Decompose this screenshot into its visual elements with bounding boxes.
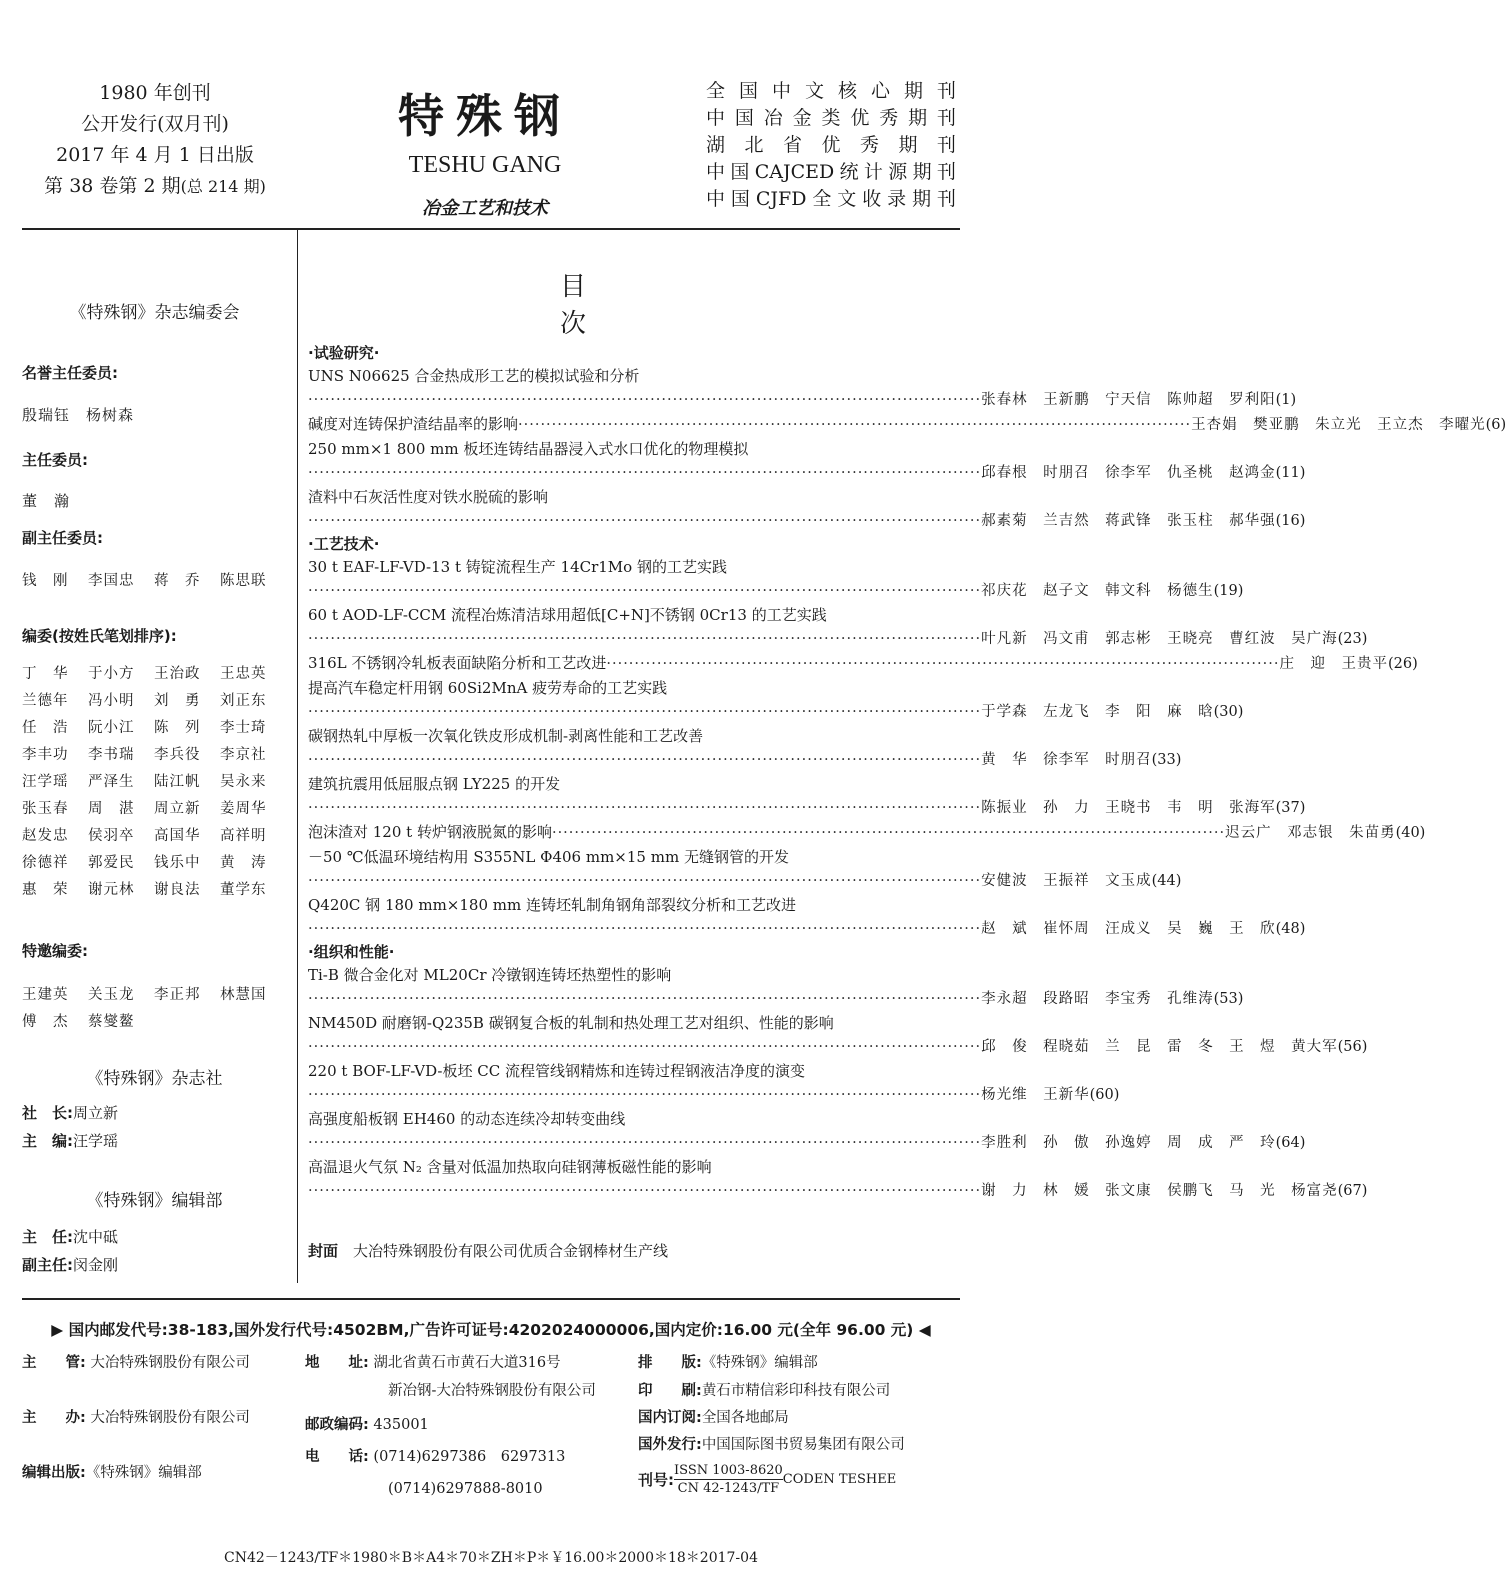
deputy-label: 副主任委员: bbox=[22, 529, 103, 547]
foreign-line: 国外发行:中国国际图书贸易集团有限公司 bbox=[638, 1437, 905, 1453]
member-name: 姜周华 bbox=[220, 801, 267, 817]
article-authors: 庄 迎 王贵平 bbox=[1279, 656, 1388, 672]
director-name: 董 瀚 bbox=[22, 492, 71, 510]
members-list bbox=[22, 662, 287, 899]
editorial-board bbox=[22, 298, 287, 323]
article-title[interactable]: Ti-B 微合金化对 ML20Cr 冷镦钢连铸坯热塑性的影响 bbox=[308, 966, 672, 984]
toc-entry-authors bbox=[308, 987, 1244, 1011]
article-authors: 叶凡新 冯文甫 郭志彬 王晓亮 曹红波 吴广海 bbox=[981, 631, 1338, 647]
member-name: 阮小江 bbox=[88, 720, 135, 736]
society-block bbox=[22, 1064, 287, 1089]
publication-info bbox=[30, 78, 280, 202]
article-authors: 郝素菊 兰吉然 蒋武锋 张玉柱 郝华强 bbox=[981, 513, 1276, 529]
article-authors: 李永超 段路昭 李宝秀 孔维涛 bbox=[981, 991, 1214, 1007]
leader-dots: ························································································································ bbox=[308, 800, 982, 816]
article-page: (19) bbox=[1213, 583, 1244, 599]
toc-section-heading: ·组织和性能· bbox=[308, 943, 395, 961]
member-name: 刘正东 bbox=[220, 693, 267, 709]
leader-dots: ························································································································ bbox=[308, 991, 982, 1007]
article-page: (67) bbox=[1337, 1183, 1368, 1199]
leader-dots: ························································································································ bbox=[308, 465, 982, 481]
member-name: 关玉龙 bbox=[88, 987, 135, 1003]
article-page: (6) bbox=[1485, 417, 1506, 433]
article-authors: 赵 斌 崔怀周 汪成义 吴 巍 王 欣 bbox=[981, 921, 1276, 937]
member-name: 傅 杰 bbox=[22, 1014, 69, 1030]
article-page: (37) bbox=[1275, 800, 1306, 816]
phone-line-2: (0714)6297888-8010 bbox=[388, 1481, 543, 1497]
member-name: 李书瑞 bbox=[88, 747, 135, 763]
member-name: 于小方 bbox=[88, 666, 135, 682]
article-title[interactable]: 60 t AOD-LF-CCM 流程冶炼清洁球用超低[C+N]不锈钢 0Cr13 的工艺实践 bbox=[308, 606, 827, 624]
article-page: (64) bbox=[1275, 1135, 1306, 1151]
article-authors: 张春林 王新鹏 宁天信 陈帅超 罗利阳 bbox=[981, 392, 1276, 408]
typeset-line: 排 版:《特殊钢》编辑部 bbox=[638, 1355, 818, 1371]
member-name: 黄 涛 bbox=[220, 855, 267, 871]
toc-entry-authors bbox=[308, 748, 1182, 772]
toc-entry[interactable] bbox=[308, 412, 1506, 437]
toc-entry-authors bbox=[308, 796, 1306, 820]
member-name: 兰德年 bbox=[22, 693, 69, 709]
leader-dots: ························································································································ bbox=[551, 825, 1226, 841]
honor-item: 全国中文核心期刊 bbox=[706, 80, 956, 102]
distribution-codes: ▶ 国内邮发代号:38-183,国外发行代号:4502BM,广告许可证号:4202024000006,国内定价:16.00 元(全年 96.00 元) ◀ bbox=[51, 1321, 931, 1339]
column-divider bbox=[297, 230, 298, 1283]
phone-line: 电 话: (0714)6297386 6297313 bbox=[305, 1449, 566, 1465]
member-name: 蒋 乔 bbox=[154, 573, 201, 589]
article-page: (30) bbox=[1213, 704, 1244, 720]
leader-dots: ························································································································ bbox=[308, 704, 982, 720]
article-title[interactable]: 高温退火气氛 N₂ 含量对低温加热取向硅钢薄板磁性能的影响 bbox=[308, 1158, 712, 1176]
toc-entry-authors bbox=[308, 1083, 1120, 1107]
honor-item: 中国冶金类优秀期刊 bbox=[706, 107, 956, 129]
issn-fraction bbox=[674, 1462, 783, 1497]
leader-dots: ························································································································ bbox=[308, 513, 982, 529]
issn-block bbox=[638, 1462, 896, 1497]
article-title[interactable]: －50 ℃低温环境结构用 S355NL Φ406 mm×15 mm 无缝钢管的开发 bbox=[308, 848, 789, 866]
director-label: 主任委员: bbox=[22, 451, 88, 469]
cover-note: 封面 大冶特殊钢股份有限公司优质合金钢棒材生产线 bbox=[308, 1242, 669, 1260]
member-name: 惠 荣 bbox=[22, 882, 69, 898]
toc-entry[interactable] bbox=[308, 651, 1418, 676]
member-name: 谢元林 bbox=[88, 882, 135, 898]
toc-entry-authors bbox=[308, 869, 1182, 893]
leader-dots: ························································································································ bbox=[308, 752, 982, 768]
toc-entry-authors bbox=[308, 461, 1306, 485]
member-name: 李国忠 bbox=[88, 573, 135, 589]
president-line: 社 长:周立新 bbox=[22, 1104, 119, 1122]
journal-title: 特殊钢 bbox=[398, 89, 572, 143]
leader-dots: ························································································································ bbox=[308, 1135, 982, 1151]
member-name: 李京社 bbox=[220, 747, 267, 763]
journal-subtitle: 冶金工艺和技术 bbox=[422, 198, 548, 219]
article-authors: 李胜利 孙 傲 孙逸婷 周 成 严 玲 bbox=[981, 1135, 1276, 1151]
honorary-label: 名誉主任委员: bbox=[22, 364, 118, 382]
article-title[interactable]: 30 t EAF-LF-VD-13 t 铸锭流程生产 14Cr1Mo 钢的工艺实践 bbox=[308, 558, 727, 576]
member-name: 周 湛 bbox=[88, 801, 135, 817]
leader-dots: ························································································································ bbox=[606, 656, 1280, 672]
toc-entry[interactable] bbox=[308, 820, 1426, 845]
article-title[interactable]: 泡沫渣对 120 t 转炉钢液脱氮的影响 bbox=[308, 823, 552, 841]
article-title[interactable]: UNS N06625 合金热成形工艺的模拟试验和分析 bbox=[308, 367, 640, 385]
address-line-2: 新冶钢-大冶特殊钢股份有限公司 bbox=[388, 1383, 596, 1399]
issn-label: 刊号: bbox=[638, 1471, 674, 1489]
article-page: (60) bbox=[1089, 1087, 1120, 1103]
toc-entry-authors bbox=[308, 1179, 1368, 1203]
article-page: (11) bbox=[1275, 465, 1306, 481]
leader-dots: ························································································································ bbox=[308, 921, 982, 937]
article-title[interactable]: 316L 不锈钢冷轧板表面缺陷分析和工艺改进 bbox=[308, 654, 607, 672]
chief-editor-line: 主 编:汪学瑶 bbox=[22, 1132, 119, 1150]
invited-label: 特邀编委: bbox=[22, 942, 88, 960]
member-name: 董学东 bbox=[220, 882, 267, 898]
sponsor-line: 主 办: 大冶特殊钢股份有限公司 bbox=[22, 1410, 250, 1426]
members-label: 编委(按姓氏笔划排序): bbox=[22, 627, 177, 645]
member-name: 徐德祥 bbox=[22, 855, 69, 871]
member-name: 丁 华 bbox=[22, 666, 69, 682]
journal-title-en: TESHU GANG bbox=[408, 152, 562, 178]
article-authors: 迟云广 邓志银 朱苗勇 bbox=[1225, 825, 1396, 841]
toc-list bbox=[308, 342, 1506, 1203]
article-authors: 祁庆花 赵子文 韩文科 杨德生 bbox=[981, 583, 1214, 599]
toc-section-heading: ·工艺技术· bbox=[308, 535, 380, 553]
coden: CODEN TESHEE bbox=[782, 1472, 897, 1487]
toc-entry-authors bbox=[308, 917, 1306, 941]
leader-dots: ························································································································ bbox=[308, 873, 982, 889]
honorary-members: 殷瑞钰 杨树森 bbox=[22, 406, 135, 424]
member-name: 李士琦 bbox=[220, 720, 267, 736]
article-page: (40) bbox=[1395, 825, 1426, 841]
article-page: (33) bbox=[1151, 752, 1182, 768]
article-authors: 谢 力 林 媛 张文康 侯鹏飞 马 光 杨富尧 bbox=[981, 1183, 1338, 1199]
member-name: 周立新 bbox=[154, 801, 201, 817]
volume-line: 第 38 卷第 2 期(总 214 期) bbox=[44, 175, 266, 197]
member-name: 蔡燮鳌 bbox=[88, 1014, 135, 1030]
header-divider bbox=[22, 228, 960, 230]
leader-dots: ························································································································ bbox=[308, 631, 982, 647]
deputy-list bbox=[22, 569, 287, 590]
member-name: 王建英 bbox=[22, 987, 69, 1003]
member-name: 李兵役 bbox=[154, 747, 201, 763]
publisher-line: 编辑出版:《特殊钢》编辑部 bbox=[22, 1465, 202, 1481]
article-title[interactable]: 提高汽车稳定杆用钢 60Si2MnA 疲劳寿命的工艺实践 bbox=[308, 679, 668, 697]
member-name: 李正邦 bbox=[154, 987, 201, 1003]
article-page: (44) bbox=[1151, 873, 1182, 889]
office-title: 《特殊钢》编辑部 bbox=[86, 1191, 223, 1211]
member-name: 侯羽卒 bbox=[88, 828, 135, 844]
member-name: 高祥明 bbox=[220, 828, 267, 844]
toc-entry-authors bbox=[308, 388, 1297, 412]
member-name: 林慧国 bbox=[220, 987, 267, 1003]
article-page: (16) bbox=[1275, 513, 1306, 529]
toc-entry-authors bbox=[308, 700, 1244, 724]
postcode-line: 邮政编码: 435001 bbox=[305, 1417, 429, 1433]
frequency-line: 公开发行(双月刊) bbox=[81, 113, 229, 135]
member-name: 严泽生 bbox=[88, 774, 135, 790]
member-name: 钱 刚 bbox=[22, 573, 69, 589]
article-title[interactable]: 建筑抗震用低屈服点钢 LY225 的开发 bbox=[308, 775, 561, 793]
member-name: 冯小明 bbox=[88, 693, 135, 709]
board-title: 《特殊钢》杂志编委会 bbox=[69, 303, 240, 323]
article-authors: 王杏娟 樊亚鹏 朱立光 王立杰 李曜光 bbox=[1191, 417, 1486, 433]
toc-entry-authors bbox=[308, 627, 1368, 651]
article-page: (48) bbox=[1275, 921, 1306, 937]
office-head-line: 主 任:沈中砥 bbox=[22, 1228, 119, 1246]
article-authors: 邱春根 时朋召 徐李军 仇圣桃 赵鸿金 bbox=[981, 465, 1276, 481]
article-title[interactable]: 220 t BOF-LF-VD-板坯 CC 流程管线钢精炼和连铸过程钢液洁净度的演变 bbox=[308, 1062, 805, 1080]
member-name: 王忠英 bbox=[220, 666, 267, 682]
member-name: 高国华 bbox=[154, 828, 201, 844]
leader-dots: ························································································································ bbox=[308, 1183, 982, 1199]
founded-line: 1980 年创刊 bbox=[99, 82, 211, 104]
address-line: 地 址: 湖北省黄石市黄石大道316号 bbox=[305, 1355, 561, 1371]
office-vice-line: 副主任:闵金刚 bbox=[22, 1256, 119, 1274]
member-name: 张玉春 bbox=[22, 801, 69, 817]
member-name: 钱乐中 bbox=[154, 855, 201, 871]
leader-dots: ························································································································ bbox=[308, 583, 982, 599]
member-name: 王治政 bbox=[154, 666, 201, 682]
article-authors: 杨光维 王新华 bbox=[981, 1087, 1090, 1103]
member-name: 吴永来 bbox=[220, 774, 267, 790]
member-name: 陈思联 bbox=[220, 573, 267, 589]
toc-entry-authors bbox=[308, 579, 1244, 603]
article-title[interactable]: 高强度船板钢 EH460 的动态连续冷却转变曲线 bbox=[308, 1110, 626, 1128]
toc-entry-authors bbox=[308, 509, 1306, 533]
leader-dots: ························································································································ bbox=[308, 1087, 982, 1103]
leader-dots: ························································································································ bbox=[308, 1039, 982, 1055]
leader-dots: ························································································································ bbox=[308, 392, 982, 408]
article-page: (56) bbox=[1337, 1039, 1368, 1055]
journal-honors bbox=[706, 78, 956, 213]
article-page: (53) bbox=[1213, 991, 1244, 1007]
date-line: 2017 年 4 月 1 日出版 bbox=[56, 144, 254, 166]
member-name: 任 浩 bbox=[22, 720, 69, 736]
supervisor-line: 主 管: 大冶特殊钢股份有限公司 bbox=[22, 1355, 250, 1371]
article-page: (23) bbox=[1337, 631, 1368, 647]
article-title[interactable]: 渣料中石灰活性度对铁水脱硫的影响 bbox=[308, 488, 549, 506]
article-page: (26) bbox=[1387, 656, 1418, 672]
toc-section-heading: ·试验研究· bbox=[308, 344, 380, 362]
member-name: 陈 列 bbox=[154, 720, 201, 736]
cn-number: CN 42-1243/TF bbox=[677, 1481, 780, 1496]
article-title[interactable]: NM450D 耐磨钢-Q235B 碳钢复合板的轧制和热处理工艺对组织、性能的影响 bbox=[308, 1014, 834, 1032]
invited-list bbox=[22, 983, 287, 1031]
footer-divider bbox=[22, 1298, 960, 1300]
member-name: 刘 勇 bbox=[154, 693, 201, 709]
article-authors: 邱 俊 程晓茹 兰 昆 雷 冬 王 煜 黄大军 bbox=[981, 1039, 1338, 1055]
article-title[interactable]: 碳钢热轧中厚板一次氧化铁皮形成机制-剥离性能和工艺改善 bbox=[308, 727, 704, 745]
honor-item: 中国CJFD全文收录期刊 bbox=[706, 188, 956, 210]
article-title[interactable]: Q420C 钢 180 mm×180 mm 连铸坯轧制角钢角部裂纹分析和工艺改进 bbox=[308, 896, 796, 914]
member-name: 谢良法 bbox=[154, 882, 201, 898]
article-authors: 于学森 左龙飞 李 阳 麻 晗 bbox=[981, 704, 1214, 720]
office-block bbox=[22, 1186, 287, 1211]
article-title[interactable]: 碱度对连铸保护渣结晶率的影响 bbox=[308, 415, 519, 433]
article-authors: 陈振业 孙 力 王晓书 韦 明 张海军 bbox=[981, 800, 1276, 816]
member-name: 汪学瑶 bbox=[22, 774, 69, 790]
issn-number: ISSN 1003-8620 bbox=[674, 1463, 783, 1478]
member-name: 陆江帆 bbox=[154, 774, 201, 790]
catalog-code: CN42－1243/TF＊1980＊B＊A4＊70＊ZH＊P＊￥16.00＊2000＊18＊2017-04 bbox=[224, 1550, 758, 1566]
article-authors: 黄 华 徐李军 时朋召 bbox=[981, 752, 1152, 768]
article-authors: 安健波 王振祥 文玉成 bbox=[981, 873, 1152, 889]
article-page: (1) bbox=[1275, 392, 1297, 408]
member-name: 李丰功 bbox=[22, 747, 69, 763]
society-title: 《特殊钢》杂志社 bbox=[86, 1069, 223, 1089]
honor-item: 中国CAJCED统计源期刊 bbox=[706, 161, 956, 183]
member-name: 郭爱民 bbox=[88, 855, 135, 871]
domestic-line: 国内订阅:全国各地邮局 bbox=[638, 1410, 789, 1426]
printer-line: 印 刷:黄石市精信彩印科技有限公司 bbox=[638, 1383, 891, 1399]
toc-entry-authors bbox=[308, 1035, 1368, 1059]
toc-title: 目次 bbox=[560, 272, 667, 339]
honor-item: 湖北省优秀期刊 bbox=[706, 134, 956, 156]
toc-entry-authors bbox=[308, 1131, 1306, 1155]
leader-dots: ························································································································ bbox=[518, 417, 1192, 433]
member-name: 赵发忠 bbox=[22, 828, 69, 844]
article-title[interactable]: 250 mm×1 800 mm 板坯连铸结晶器浸入式水口优化的物理模拟 bbox=[308, 440, 749, 458]
